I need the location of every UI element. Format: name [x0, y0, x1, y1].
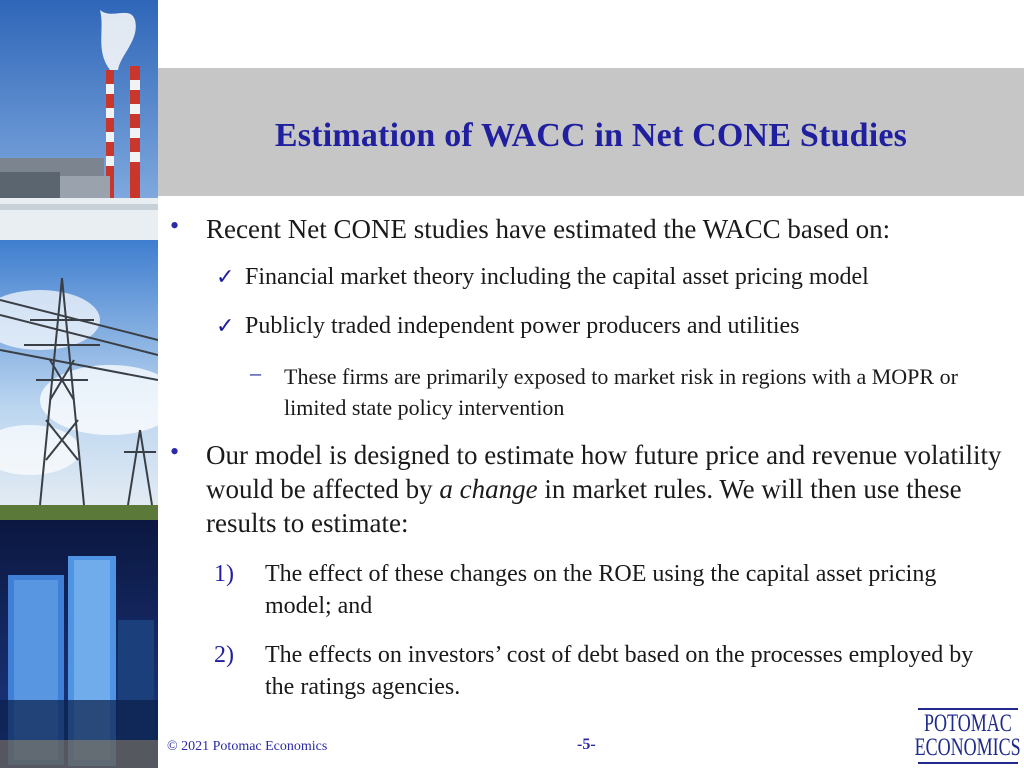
- logo-line-1: POTOMAC: [924, 710, 1012, 737]
- power-plant-photo: [0, 0, 158, 240]
- transmission-tower-photo: [0, 240, 158, 520]
- copyright-notice: © 2021 Potomac Economics: [167, 739, 328, 754]
- checkmark-icon: ✓: [216, 264, 235, 289]
- bullet-marker: •: [170, 437, 180, 466]
- emphasis-text: a change: [439, 474, 538, 504]
- title-band: [158, 68, 1024, 196]
- number-marker: 2): [214, 642, 234, 668]
- page-number: -5-: [577, 736, 596, 753]
- check-item-text: Publicly traded independent power producers and utilities: [245, 313, 800, 339]
- check-item-text: Financial market theory including the capital asset pricing model: [245, 264, 869, 290]
- dash-marker: –: [250, 360, 261, 385]
- slide-title: Estimation of WACC in Net CONE Studies: [274, 117, 908, 154]
- decorative-photo-strip: [0, 0, 158, 768]
- bullet-text: Recent Net CONE studies have estimated the WACC based on:: [206, 214, 891, 244]
- numbered-item-text: The effect of these changes on the ROE using the capital asset pricing model; and: [265, 561, 937, 619]
- dash-item-text: These firms are primarily exposed to market risk in regions with a MOPR or limited state policy intervention: [284, 364, 958, 420]
- checkmark-icon: ✓: [216, 313, 235, 338]
- number-marker: 1): [214, 561, 234, 587]
- bullet-text-end: in market rules. We will then use these results to estimate:: [206, 474, 962, 538]
- city-skyline-photo: [0, 520, 158, 768]
- bullet-text-start: Our model is designed to estimate how future price and revenue volatility would be affected by: [206, 440, 1002, 504]
- bullet-marker: •: [170, 211, 180, 240]
- logo-line-2: ECONOMICS: [914, 734, 1022, 761]
- bullet-text: [206, 438, 1006, 540]
- potomac-economics-logo: [914, 708, 1022, 764]
- numbered-item-text: The effects on investors’ cost of debt based on the processes employed by the ratings agencies.: [265, 642, 974, 700]
